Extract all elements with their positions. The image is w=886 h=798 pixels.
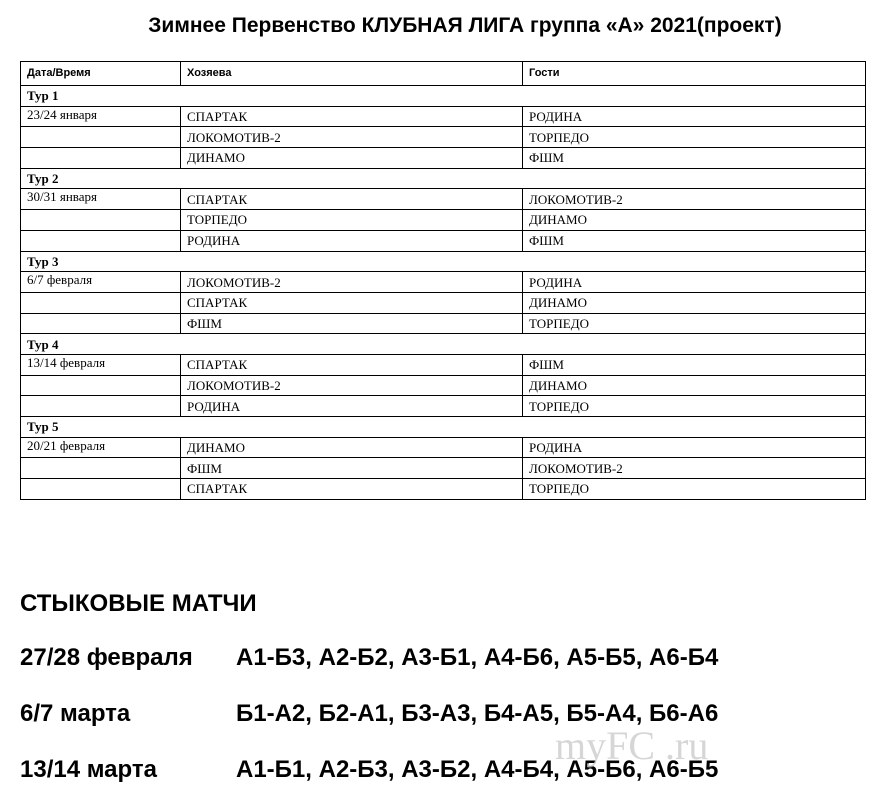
playoff-pairs: А1-Б3, А2-Б2, А3-Б1, А4-Б6, А5-Б5, А6-Б4 [236,644,719,671]
away-team: ТОРПЕДО [523,479,866,500]
match-date: 20/21 февраля [21,437,181,458]
home-team: СПАРТАК [181,292,523,313]
home-team: ЛОКОМОТИВ-2 [181,127,523,148]
match-date [21,148,181,169]
playoff-row [20,644,880,672]
home-team: СПАРТАК [181,106,523,127]
match-date [21,458,181,479]
home-team: ЛОКОМОТИВ-2 [181,375,523,396]
match-date: 13/14 февраля [21,354,181,375]
away-team: ТОРПЕДО [523,396,866,417]
match-row [21,479,866,500]
home-team: РОДИНА [181,230,523,251]
match-row [21,437,866,458]
away-team: ФШМ [523,148,866,169]
home-team: ФШМ [181,313,523,334]
playoff-heading: СТЫКОВЫЕ МАТЧИ [20,590,257,617]
away-team: РОДИНА [523,106,866,127]
round-label: Тур 1 [21,86,866,107]
match-row [21,375,866,396]
match-row [21,210,866,231]
match-row [21,189,866,210]
away-team: ТОРПЕДО [523,127,866,148]
watermark: myFC .ru [555,723,709,768]
round-row [21,334,866,355]
home-team: СПАРТАК [181,479,523,500]
round-label: Тур 5 [21,417,866,438]
away-team: РОДИНА [523,437,866,458]
home-team: ФШМ [181,458,523,479]
match-date [21,127,181,148]
match-date: 30/31 января [21,189,181,210]
away-team: ФШМ [523,230,866,251]
round-label: Тур 2 [21,168,866,189]
home-team: РОДИНА [181,396,523,417]
schedule-table [20,61,866,500]
match-row [21,396,866,417]
header-date: Дата/Время [21,62,181,86]
match-date: 6/7 февраля [21,272,181,293]
playoff-row [20,700,880,728]
away-team: РОДИНА [523,272,866,293]
table-header-row [21,62,866,86]
round-row [21,86,866,107]
home-team: СПАРТАК [181,354,523,375]
match-row [21,106,866,127]
away-team: ЛОКОМОТИВ-2 [523,458,866,479]
round-row [21,168,866,189]
playoff-date: 27/28 февраля [20,644,193,671]
away-team: ФШМ [523,354,866,375]
away-team: ДИНАМО [523,375,866,396]
match-row [21,127,866,148]
playoff-pairs: Б1-А2, Б2-А1, Б3-А3, Б4-А5, Б5-А4, Б6-А6 [236,700,719,727]
home-team: СПАРТАК [181,189,523,210]
home-team: ДИНАМО [181,148,523,169]
match-row [21,313,866,334]
home-team: ДИНАМО [181,437,523,458]
away-team: ЛОКОМОТИВ-2 [523,189,866,210]
playoff-pairs: А1-Б1, А2-Б3, А3-Б2, А4-Б4, А5-Б6, А6-Б5 [236,756,719,783]
away-team: ДИНАМО [523,210,866,231]
header-home: Хозяева [181,62,523,86]
page-title: Зимнее Первенство КЛУБНАЯ ЛИГА группа «А» 2021(проект) [148,14,782,37]
match-row [21,458,866,479]
match-row [21,292,866,313]
round-row [21,251,866,272]
match-date: 23/24 января [21,106,181,127]
match-date [21,375,181,396]
round-row [21,417,866,438]
round-label: Тур 3 [21,251,866,272]
match-date [21,396,181,417]
match-row [21,354,866,375]
match-row [21,272,866,293]
home-team: ЛОКОМОТИВ-2 [181,272,523,293]
header-away: Гости [523,62,866,86]
playoff-date: 6/7 марта [20,700,131,727]
match-date [21,210,181,231]
match-row [21,230,866,251]
away-team: ДИНАМО [523,292,866,313]
match-row [21,148,866,169]
match-date [21,479,181,500]
round-label: Тур 4 [21,334,866,355]
home-team: ТОРПЕДО [181,210,523,231]
match-date [21,230,181,251]
away-team: ТОРПЕДО [523,313,866,334]
playoff-row [20,756,880,784]
playoff-date: 13/14 марта [20,756,157,783]
match-date [21,313,181,334]
match-date [21,292,181,313]
